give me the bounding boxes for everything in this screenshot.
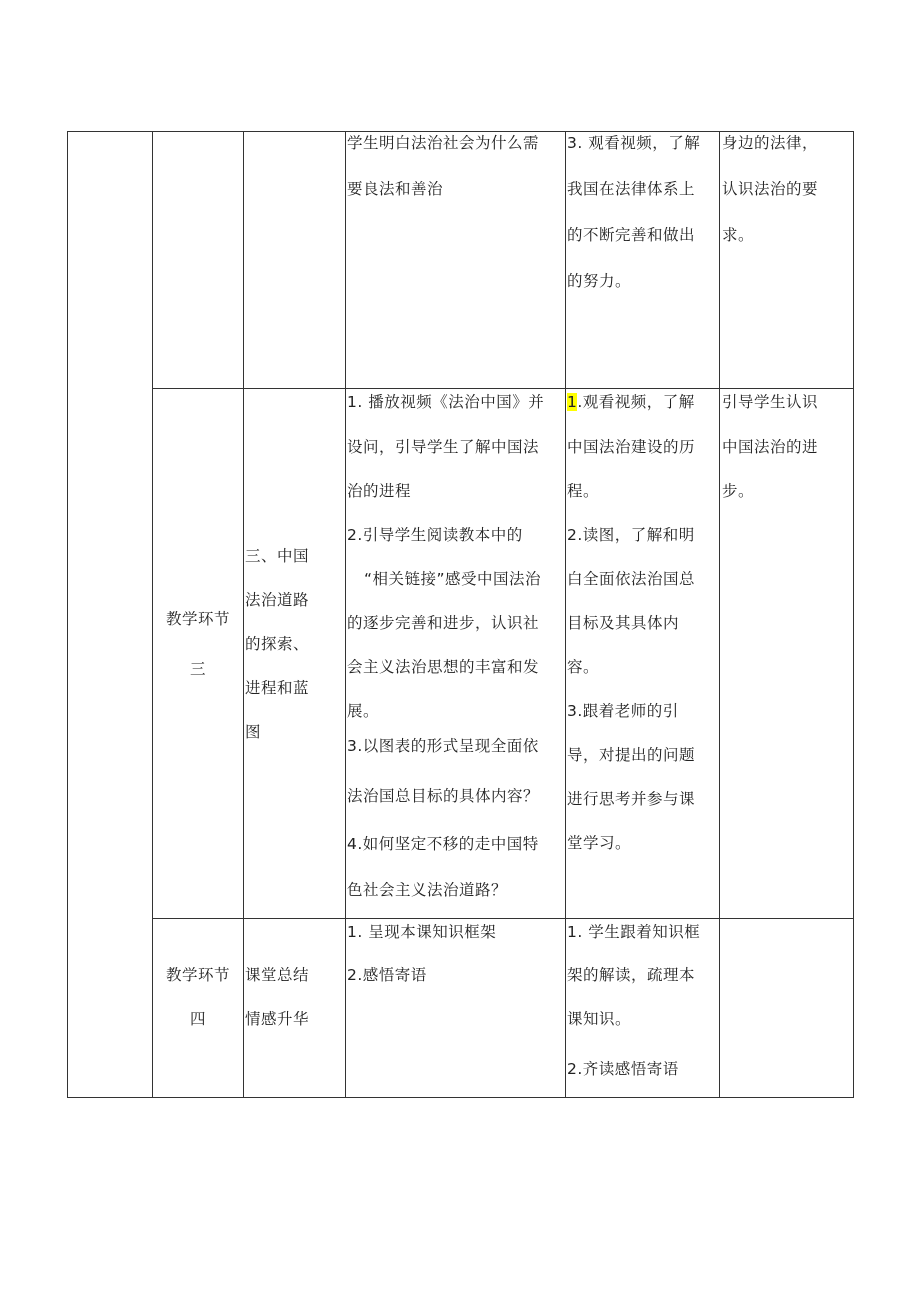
student-line: 3. 观看视频，了解 — [567, 134, 701, 152]
intent-line: 引导学生认识 — [722, 393, 819, 411]
teacher-line: 学生明白法治社会为什么需 — [347, 134, 540, 152]
stage-line: 教学环节 — [165, 966, 230, 984]
teacher-line: 1. 呈现本课知识框架 — [347, 923, 497, 941]
teacher-line: 的逐步完善和进步，认识社 — [347, 614, 540, 632]
teacher-line: 3.以图表的形式呈现全面依 — [347, 737, 539, 755]
teacher-line: 设问，引导学生了解中国法 — [347, 438, 540, 456]
teacher-line: “相关链接”感受中国法治 — [364, 570, 542, 588]
student-line: 课知识。 — [567, 1010, 632, 1028]
teacher-line: 法治国总目标的具体内容？ — [347, 787, 540, 805]
student-line: 进行思考并参与课 — [567, 790, 696, 808]
intent-line: 身边的法律， — [722, 134, 819, 152]
student-line: 3.跟着老师的引 — [567, 702, 679, 720]
topic-line: 图 — [245, 723, 262, 741]
student-line: 容。 — [567, 658, 600, 676]
col-border-0 — [67, 131, 68, 1098]
topic-line: 的探索、 — [245, 635, 310, 653]
student-line-first — [567, 380, 695, 424]
student-line: 堂学习。 — [567, 834, 632, 852]
teacher-line: 色社会主义法治道路？ — [347, 881, 508, 899]
topic-line: 情感升华 — [245, 1010, 310, 1028]
intent-line: 步。 — [722, 482, 755, 500]
teacher-line: 2.感悟寄语 — [347, 966, 427, 984]
intent-line: 认识法治的要 — [722, 180, 819, 198]
teacher-line: 1. 播放视频《法治中国》并 — [347, 393, 545, 411]
student-line-rest: .观看视频，了解 — [577, 393, 695, 411]
teacher-line: 会主义法治思想的丰富和发 — [347, 658, 540, 676]
teacher-line: 2.引导学生阅读教本中的 — [347, 526, 523, 544]
stage-line: 教学环节 — [165, 610, 230, 628]
teacher-line: 4.如何坚定不移的走中国特 — [347, 835, 539, 853]
col-border-3 — [345, 131, 346, 1098]
teacher-line: 展。 — [347, 702, 380, 720]
stage-line: 四 — [189, 1010, 206, 1028]
row-divider-2 — [152, 918, 854, 919]
topic-line: 法治道路 — [245, 591, 310, 609]
student-line: 程。 — [567, 482, 600, 500]
student-line: 目标及其具体内 — [567, 614, 680, 632]
topic-line: 三、中国 — [245, 547, 310, 565]
intent-line: 求。 — [722, 226, 755, 244]
col-border-6 — [853, 131, 854, 1098]
teacher-line: 治的进程 — [347, 482, 412, 500]
table-bottom-border — [67, 1097, 854, 1098]
topic-line: 课堂总结 — [245, 966, 310, 984]
student-line: 我国在法律体系上 — [567, 180, 696, 198]
student-line: 的努力。 — [567, 272, 632, 290]
col-border-5 — [719, 131, 720, 1098]
student-line: 的不断完善和做出 — [567, 226, 696, 244]
stage-line: 三 — [189, 660, 206, 678]
student-line: 2.齐读感悟寄语 — [567, 1060, 679, 1078]
teacher-line: 要良法和善治 — [347, 180, 444, 198]
highlighted-number: 1 — [567, 393, 578, 411]
topic-line: 进程和蓝 — [245, 679, 310, 697]
student-line: 1. 学生跟着知识框 — [567, 923, 701, 941]
col-border-2 — [243, 131, 244, 1098]
student-line: 导，对提出的问题 — [567, 746, 696, 764]
student-line: 白全面依法治国总 — [567, 570, 696, 588]
col-border-4 — [565, 131, 566, 1098]
intent-line: 中国法治的进 — [722, 438, 819, 456]
student-line: 中国法治建设的历 — [567, 438, 696, 456]
student-line: 架的解读，疏理本 — [567, 966, 696, 984]
student-line: 2.读图，了解和明 — [567, 526, 695, 544]
